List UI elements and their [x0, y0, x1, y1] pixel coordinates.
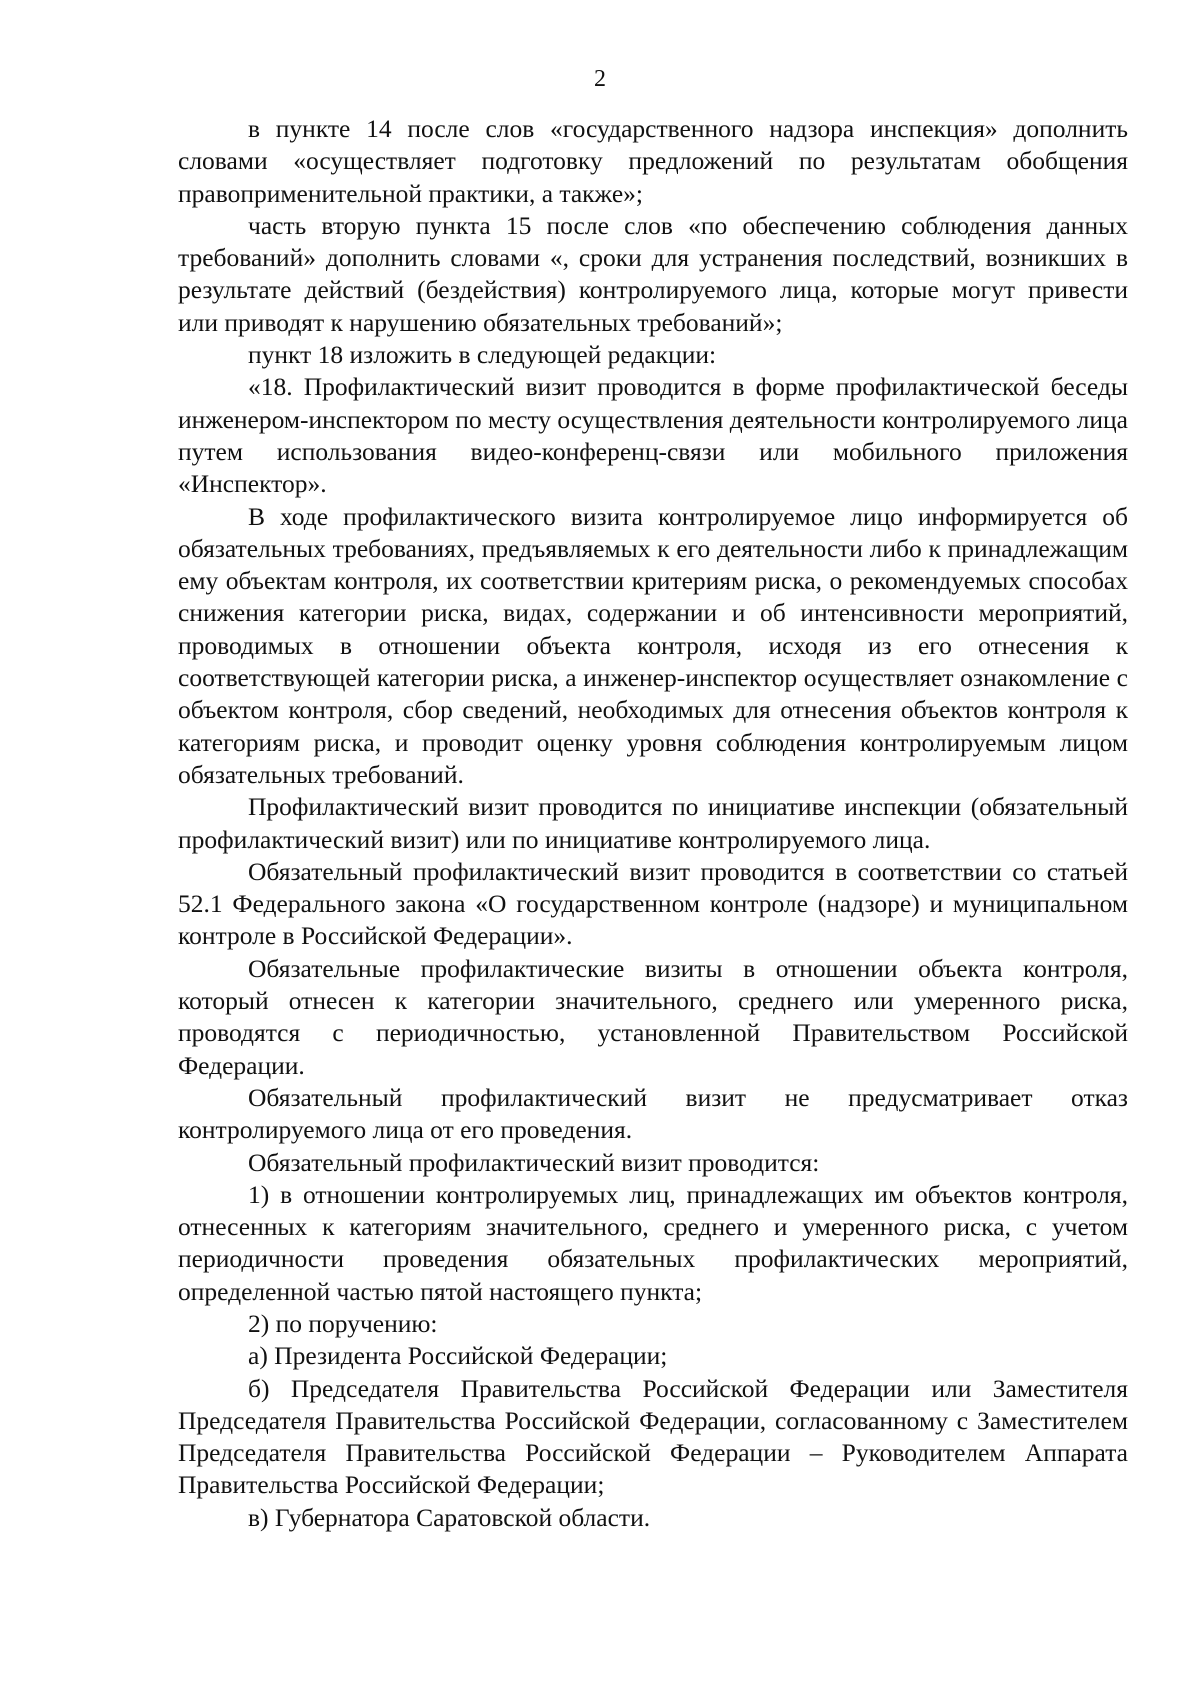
list-item-1: 1) в отношении контролируемых лиц, принадлежащих им объектов контроля, отнесенных к категориям значительного, среднего и умеренного риска, с учетом периодичности проведения обязательных профилактических мероприятий, определенной частью пятой настоящего пункта; [178, 1179, 1128, 1306]
list-subitem-v: в) Губернатора Саратовской области. [248, 1502, 651, 1532]
list-subitem-b: б) Председателя Правительства Российской Федерации или Заместителя Председателя Правительства Российской Федерации, согласованному с Заместителем Председателя Правительства Российской Федерации – Руководителем Аппарата Правительства Российской Федерации; [178, 1373, 1128, 1500]
paragraph-visit-content: В ходе профилактического визита контролируемое лицо информируется об обязательных требованиях, предъявляемых к его деятельности либо к принадлежащим ему объектам контроля, их соответствии критериям риска, о рекомендуемых способах снижения категории риска, видах, содержании и об интенсивности мероприятий, проводимых в отношении объекта контроля, исходя из его отнесения к соответствующей категории риска, а инженер-инспектор осуществляет ознакомление с объектом контроля, сбор сведений, необходимых для отнесения объектов контроля к категориям риска, и проводит оценку уровня соблюдения контролируемым лицом обязательных требований. [178, 501, 1128, 789]
paragraph-point-18-text: «18. Профилактический визит проводится в форме профилактической беседы инженером-инспектором по месту осуществления деятельности контролируемого лица путем использования видео-конференц-связи или мобильного приложения «Инспектор». [178, 372, 1128, 499]
paragraph-conducted-when: Обязательный профилактический визит проводится: [248, 1147, 820, 1177]
paragraph-no-refusal: Обязательный профилактический визит не предусматривает отказ контролируемого лица от его проведения. [178, 1082, 1128, 1145]
list-subitem-a: а) Президента Российской Федерации; [248, 1341, 668, 1371]
document-body [178, 113, 1128, 1534]
page-number: 2 [594, 66, 606, 92]
paragraph-visit-initiative: Профилактический визит проводится по инициативе инспекции (обязательный профилактический визит) или по инициативе контролируемого лица. [178, 792, 1128, 854]
paragraph-mandatory-visit-periodicity: Обязательные профилактические визиты в отношении объекта контроля, который отнесен к категории значительного, среднего или умеренного риска, проводятся с периодичностью, установленной Правительством Российской Федерации. [178, 953, 1128, 1080]
paragraph-amendment-point-15: часть вторую пункта 15 после слов «по обеспечению соблюдения данных требований» дополнить словами «, сроки для устранения последствий, возникших в результате действий (бездействия) контролируемого лица, которые могут привести или приводят к нарушению обязательных требований»; [178, 210, 1128, 337]
paragraph-point-18-intro: пункт 18 изложить в следующей редакции: [248, 340, 717, 370]
paragraph-amendment-point-14: в пункте 14 после слов «государственного надзора инспекция» дополнить словами «осуществляет подготовку предложений по результатам обобщения правоприменительной практики, а также»; [178, 114, 1128, 208]
paragraph-mandatory-visit-law: Обязательный профилактический визит проводится в соответствии со статьей 52.1 Федерального закона «О государственном контроле (надзоре) и муниципальном контроле в Российской Федерации». [178, 856, 1128, 951]
list-item-2: 2) по поручению: [248, 1308, 438, 1338]
